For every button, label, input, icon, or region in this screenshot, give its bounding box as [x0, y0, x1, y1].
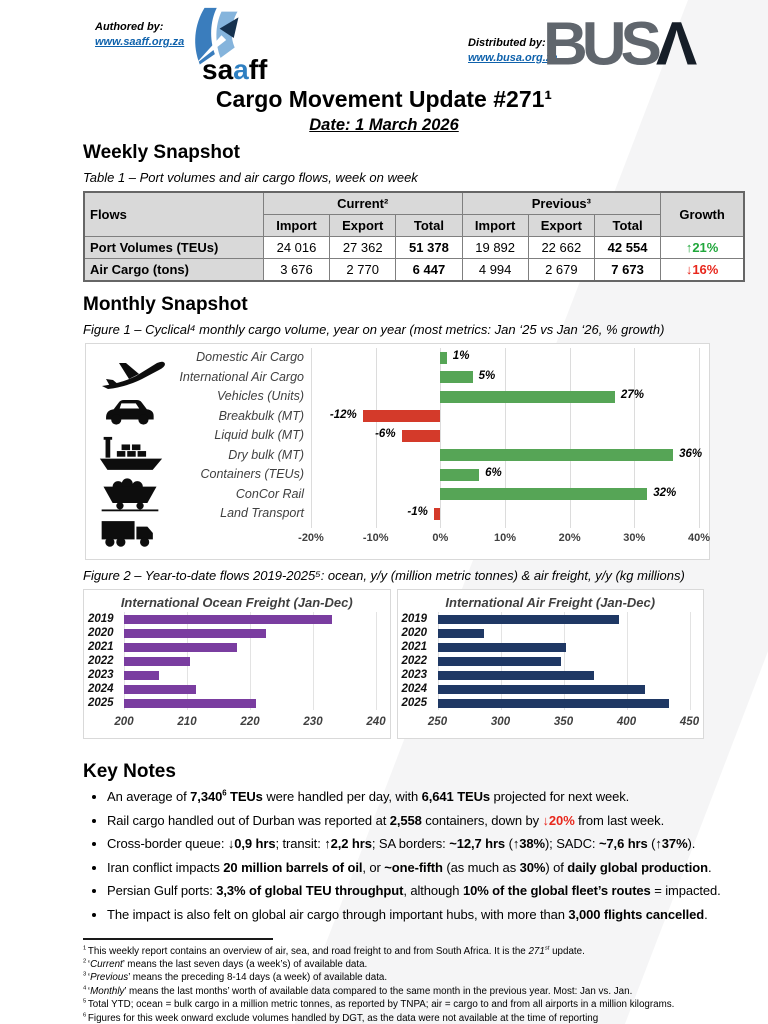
fig2-bar-2020 [124, 629, 266, 638]
fig2-bar-2019 [438, 615, 619, 624]
cell-value: 2 679 [528, 259, 594, 282]
col-header-growth: Growth [661, 192, 744, 237]
cell-value: 27 362 [330, 237, 396, 259]
saaff-logo-text: saaff [202, 54, 268, 85]
fig1-value-label: 5% [478, 369, 496, 382]
fig2-year-label: 2023 [88, 669, 114, 681]
key-note-item: • Cross-border queue: ↓0,9 hrs; transit: ↑2,2 hrs; SA borders: ~12,7 hrs (↑38%); SADC: ~7,6 hrs (↑37%). [107, 836, 745, 851]
fig1-bar-liquid-bulk-mt- [402, 430, 441, 442]
key-note-item: • The impact is also felt on global air cargo through important hubs, with more than 3,000 flights cancelled. [107, 907, 745, 922]
fig2-bar-2021 [438, 643, 567, 652]
fig1-bar-containers-teus- [440, 469, 479, 481]
distributed-by-label: Distributed by: [468, 37, 546, 49]
ocean-chart-title: International Ocean Freight (Jan-Dec) [120, 595, 353, 610]
air-chart-title: International Air Freight (Jan-Dec) [445, 595, 656, 610]
subheader-import: Import [263, 215, 329, 237]
report-date: Date: 1 March 2026 [309, 116, 459, 134]
fig2-year-label: 2025 [401, 697, 428, 709]
fig1-value-label: 32% [653, 486, 677, 499]
fig2-bar-2019 [124, 615, 332, 624]
col-header-previous: Previous³ [462, 192, 661, 215]
key-note-item: • Iran conflict impacts 20 million barrels of oil, or ~one-fifth (as much as 30%) of daily global production. [107, 860, 745, 875]
footnote-line: $^3$ ‘Previous’ means the preceding 8-14 days (a week) of available data. [83, 972, 388, 984]
fig1-axis-tick: 30% [623, 532, 646, 544]
fig1-value-label: 27% [620, 389, 644, 401]
fig2-year-label: 2022 [88, 655, 114, 667]
fig2-bar-2022 [438, 657, 562, 666]
subheader-total: Total [396, 215, 462, 237]
fig2-axis-tick: 210 [177, 716, 197, 728]
fig2-year-label: 2025 [88, 697, 114, 709]
authored-by-label: Authored by: [95, 21, 164, 33]
fig1-category-label: Domestic Air Cargo [196, 350, 304, 364]
fig2-bar-2022 [124, 657, 190, 666]
table-row-port-volumes [84, 237, 744, 259]
ship-icon [98, 432, 164, 472]
fig2-gridline [376, 612, 377, 710]
fig1-axis-tick: 10% [493, 532, 517, 544]
fig2-axis-tick: 350 [553, 716, 574, 728]
table-row-air-cargo [84, 259, 744, 282]
busa-logo: BUSΛ [543, 10, 692, 79]
fig2-gridline [564, 612, 565, 710]
fig2-axis-tick: 220 [240, 716, 260, 728]
key-notes-list [83, 789, 745, 922]
fig1-value-label: 6% [485, 467, 502, 479]
fig2-axis-tick: 450 [679, 716, 700, 728]
fig2-axis-tick: 200 [114, 716, 134, 728]
fig2-bar-2021 [124, 643, 237, 652]
fig2-gridline [627, 612, 628, 710]
air-freight-chart [397, 589, 705, 739]
fig1-axis-tick: 40% [687, 532, 711, 544]
figure1-icon-column [98, 350, 170, 550]
document-body [83, 142, 745, 1024]
growth-badge: ↓16% [661, 259, 744, 282]
fig1-bar-concor-rail [440, 488, 647, 500]
fig2-axis-tick: 300 [490, 716, 511, 728]
fig1-gridline [634, 348, 635, 528]
truck-icon [98, 514, 162, 552]
fig2-bar-2025 [124, 699, 256, 708]
fig2-gridline [313, 612, 314, 710]
figure1-plot-area [298, 348, 711, 553]
airplane-icon [98, 354, 168, 394]
fig1-bar-dry-bulk-mt- [440, 449, 673, 461]
fig1-axis-tick: 0% [432, 532, 449, 544]
monthly-snapshot-heading: Monthly Snapshot [83, 294, 248, 315]
fig2-bar-2023 [438, 671, 594, 680]
figure1-chart [85, 343, 710, 560]
page-title: Cargo Movement Update #271¹ [215, 86, 553, 112]
fig2-bar-2023 [124, 671, 159, 680]
weekly-snapshot-heading: Weekly Snapshot [83, 142, 240, 163]
subheader-export: Export [528, 215, 594, 237]
fig1-axis-tick: -10% [362, 532, 389, 544]
footnote-line: $^2$ ‘Current’ means the last seven days (a week’s) of available data. [83, 958, 368, 970]
fig2-year-label: 2021 [401, 641, 428, 653]
cell-value: 2 770 [330, 259, 396, 282]
footnote-separator [83, 938, 273, 940]
fig1-category-label: Liquid bulk (MT) [214, 428, 304, 442]
fig1-gridline [505, 348, 506, 528]
fig2-year-label: 2024 [401, 683, 428, 695]
fig1-value-label: 1% [452, 350, 470, 362]
key-note-item: • Rail cargo handled out of Durban was reported at 2,558 containers, down by ↓20% from last week. [107, 813, 745, 828]
fig1-category-label: Land Transport [220, 506, 304, 520]
fig2-bar-2024 [124, 685, 196, 694]
col-header-current: Current² [263, 192, 462, 215]
figure2-charts [83, 589, 704, 739]
cell-value: 7 673 [594, 259, 660, 282]
fig1-bar-vehicles-units- [440, 391, 615, 403]
cell-value: 3 676 [263, 259, 329, 282]
fig2-year-label: 2023 [401, 669, 428, 681]
row-label: Port Volumes (TEUs) [84, 237, 263, 259]
fig1-bar-international-air-cargo [440, 371, 472, 383]
figure2-caption: Figure 2 – Year-to-date flows 2019-2025⁵: ocean, y/y (million metric tonnes) & air freight, y/y (kg millions) [83, 568, 685, 583]
cell-value: 6 447 [396, 259, 462, 282]
col-header-flows: Flows [84, 192, 263, 237]
saaff-link[interactable]: www.saaff.org.za [95, 36, 185, 48]
fig2-year-label: 2022 [401, 655, 428, 667]
fig2-year-label: 2024 [88, 683, 114, 695]
fig1-value-label: -6% [375, 428, 396, 440]
subheader-total: Total [594, 215, 660, 237]
fig1-value-label: -1% [407, 506, 428, 518]
figure1-category-labels [176, 348, 304, 524]
cell-value: 42 554 [594, 237, 660, 259]
air-chart-plot [398, 612, 704, 736]
fig2-axis-tick: 240 [366, 716, 386, 728]
car-icon [98, 394, 160, 428]
key-notes-heading: Key Notes [83, 761, 176, 782]
subheader-import: Import [462, 215, 528, 237]
fig1-value-label: -12% [329, 408, 357, 421]
fig2-axis-tick: 250 [427, 716, 448, 728]
fig1-gridline [311, 348, 312, 528]
cell-value: 24 016 [263, 237, 329, 259]
fig1-category-label: Breakbulk (MT) [218, 408, 304, 423]
row-label: Air Cargo (tons) [84, 259, 263, 282]
cell-value: 22 662 [528, 237, 594, 259]
fig1-axis-tick: 20% [558, 532, 581, 544]
fig2-bar-2024 [438, 685, 646, 694]
fig2-year-label: 2020 [88, 627, 114, 639]
fig1-category-label: Containers (TEUs) [200, 467, 304, 481]
figure1-caption: Figure 1 – Cyclical⁴ monthly cargo volume, year on year (most metrics: Jan ‘25 vs Jan ‘26, % growth) [83, 322, 665, 337]
fig2-axis-tick: 230 [303, 716, 323, 728]
key-note-item: • Persian Gulf ports: 3,3% of global TEU throughput, although 10% of the global fleet’s routes = impacted. [107, 883, 745, 898]
fig1-value-label: 36% [679, 447, 703, 460]
fig2-bar-2020 [438, 629, 485, 638]
fig1-bar-domestic-air-cargo [440, 352, 447, 364]
fig1-category-label: Dry bulk (MT) [228, 447, 304, 462]
footnotes [83, 945, 745, 1024]
footnote-line: $^1$ This weekly report contains an overview of air, sea, and road freight to and from South Africa. It is the 271st update. [83, 945, 585, 957]
ocean-chart-plot [84, 612, 390, 736]
fig2-year-label: 2021 [88, 641, 114, 653]
busa-link[interactable]: www.busa.org.za [468, 52, 558, 64]
cell-value: 4 994 [462, 259, 528, 282]
footnote-line: $^6$ Figures for this week onward exclude volumes handled by DGT, as the data were not available at the time of reporting [83, 1012, 599, 1024]
subheader-export: Export [330, 215, 396, 237]
fig2-bar-2025 [438, 699, 670, 708]
fig2-axis-tick: 400 [616, 716, 637, 728]
growth-badge: ↑21% [661, 237, 744, 259]
fig2-year-label: 2019 [401, 613, 428, 625]
fig1-category-label: International Air Cargo [179, 369, 304, 384]
fig1-category-label: ConCor Rail [235, 486, 304, 501]
fig1-bar-breakbulk-mt- [363, 410, 441, 422]
mine-cart-icon [98, 474, 162, 512]
fig1-bar-land-transport [434, 508, 441, 520]
fig1-category-label: Vehicles (Units) [216, 389, 304, 403]
port-volumes-table [83, 191, 745, 282]
fig1-axis-tick: -20% [298, 532, 324, 544]
fig2-year-label: 2020 [401, 627, 428, 639]
fig2-gridline [690, 612, 691, 710]
key-note-item: • An average of 7,340$^6$ TEUs were handled per day, with 6,641 TEUs projected for next week. [107, 789, 745, 804]
footnote-line: $^5$ Total YTD; ocean = bulk cargo in a million metric tonnes, as reported by TNPA; air = cargo to and from all airports in a million kilograms. [83, 998, 675, 1011]
fig2-year-label: 2019 [88, 613, 114, 625]
cell-value: 51 378 [396, 237, 462, 259]
cell-value: 19 892 [462, 237, 528, 259]
fig1-gridline [570, 348, 571, 528]
fig1-gridline [699, 348, 700, 528]
footnote-line: $^4$ ‘Monthly’ means the last months’ worth of available data compared to the same month in the previous year. Most: Jan vs. Jan. [83, 985, 633, 997]
fig2-gridline [250, 612, 251, 710]
table1-caption: Table 1 – Port volumes and air cargo flows, week on week [83, 170, 418, 185]
ocean-freight-chart [83, 589, 391, 739]
